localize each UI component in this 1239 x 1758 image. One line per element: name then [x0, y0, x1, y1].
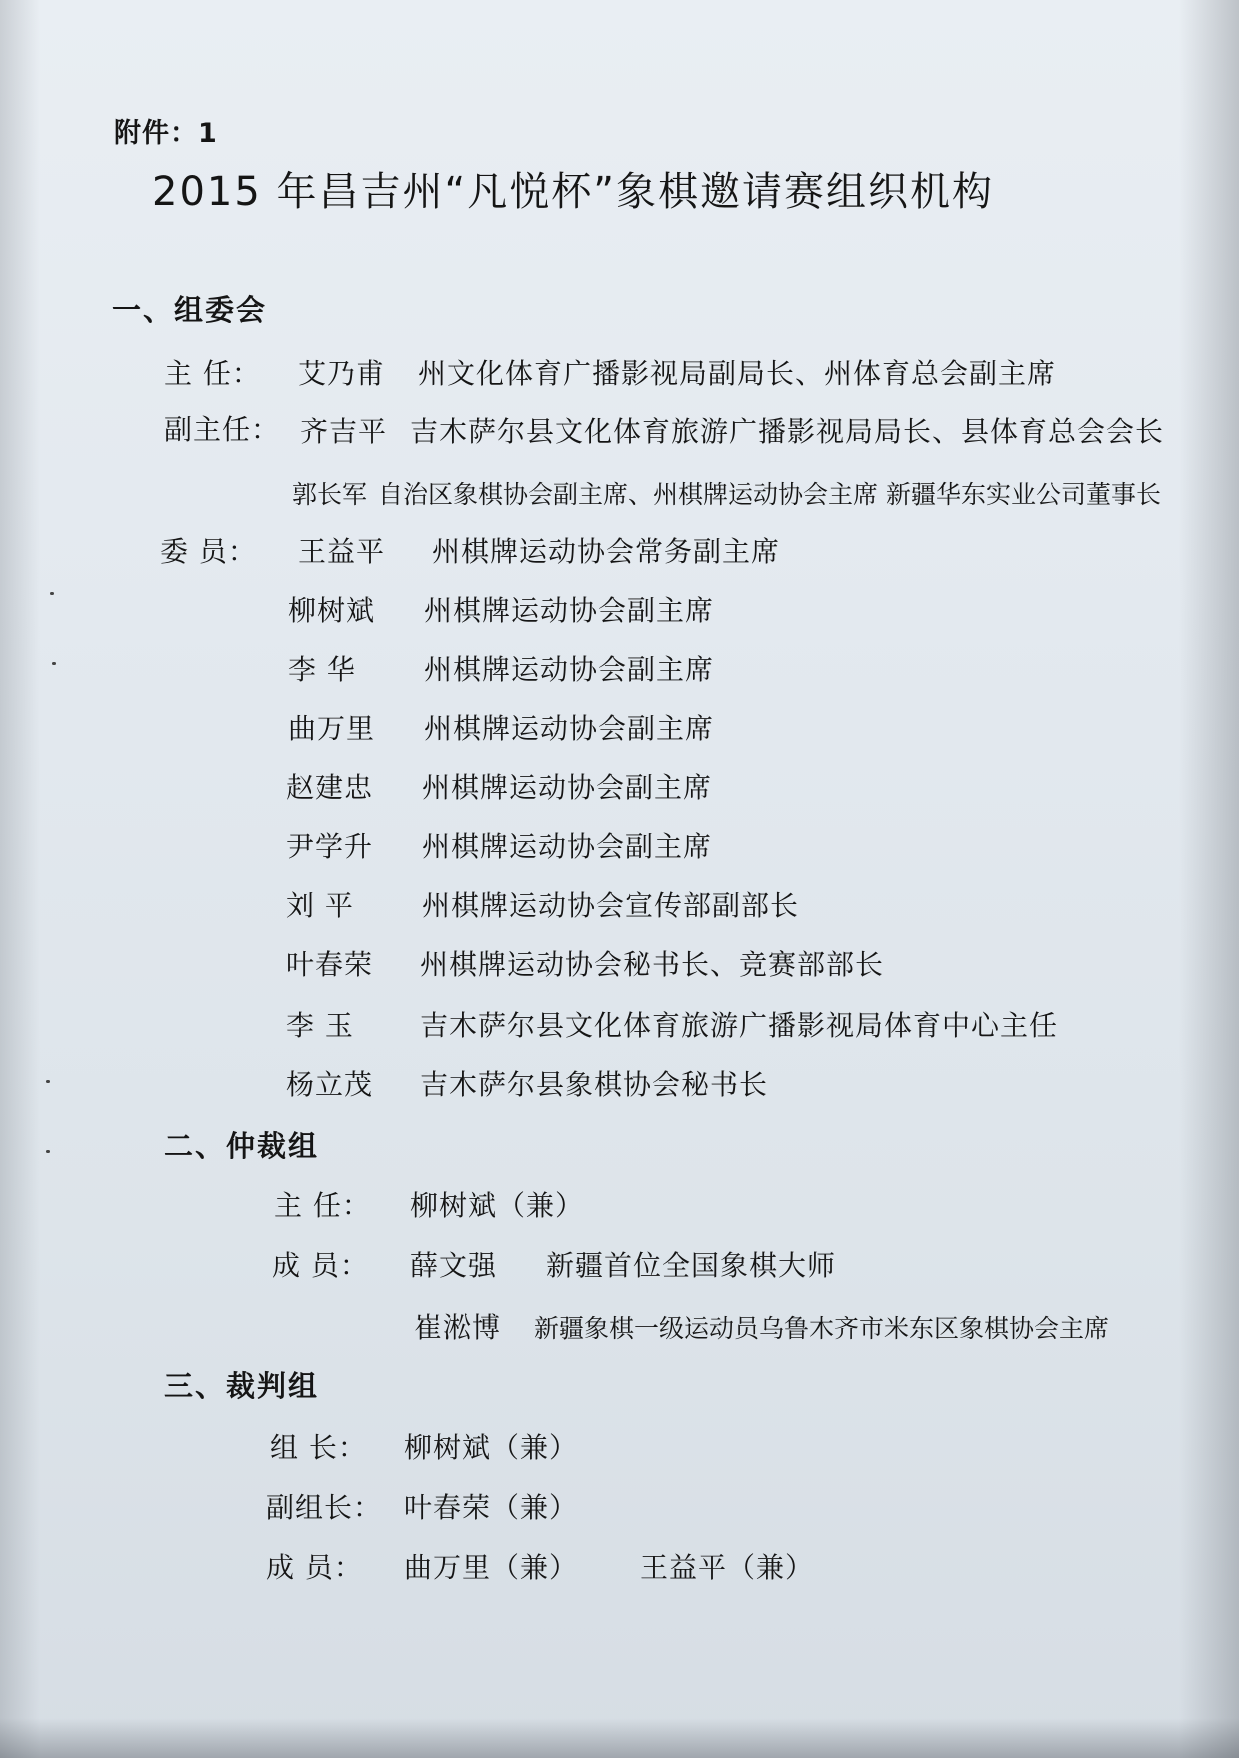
referee-deputy-role: 副组长：	[266, 1491, 383, 1524]
arbitration-member-name: 崔淞博	[414, 1311, 502, 1344]
arbitration-director-value: 柳树斌（兼）	[410, 1189, 585, 1222]
paper-speck	[52, 662, 56, 665]
member-name: 尹学升	[286, 830, 374, 863]
referee-members-role: 成 员：	[266, 1551, 363, 1584]
member-title: 州棋牌运动协会副主席	[422, 771, 713, 804]
member-name: 赵建忠	[286, 771, 374, 804]
member-title: 吉木萨尔县文化体育旅游广播影视局体育中心主任	[420, 1009, 1059, 1042]
document-title: 2015 年昌吉州“凡悦杯”象棋邀请赛组织机构	[152, 169, 994, 215]
arbitration-director-role: 主 任：	[274, 1189, 371, 1222]
section-heading-referees: 三、裁判组	[164, 1369, 320, 1403]
member-name: 杨立茂	[286, 1068, 374, 1101]
referee-member: 曲万里（兼）	[404, 1551, 579, 1584]
left-edge-shadow	[0, 0, 40, 1758]
paper-speck	[46, 1080, 50, 1083]
deputy-name: 齐吉平	[300, 415, 388, 448]
member-title: 州棋牌运动协会副主席	[422, 830, 713, 863]
referee-deputy-value: 叶春荣（兼）	[404, 1491, 579, 1524]
arbitration-member-name: 薛文强	[410, 1249, 498, 1282]
director-role: 主 任：	[164, 357, 261, 390]
member-title: 吉木萨尔县象棋协会秘书长	[420, 1068, 769, 1101]
member-title: 州棋牌运动协会宣传部副部长	[422, 889, 800, 922]
member-title: 州棋牌运动协会常务副主席	[432, 535, 781, 568]
deputy-name: 郭长军	[292, 480, 368, 509]
deputy-role: 副主任：	[164, 413, 281, 446]
member-name: 李 华	[288, 653, 356, 686]
member-name: 曲万里	[288, 712, 376, 745]
member-name: 叶春荣	[286, 948, 374, 981]
member-name: 柳树斌	[288, 594, 376, 627]
bottom-edge-shadow	[0, 1718, 1239, 1758]
deputy-title: 吉木萨尔县文化体育旅游广播影视局局长、县体育总会会长	[410, 415, 1165, 448]
arbitration-members-role: 成 员：	[272, 1249, 369, 1282]
right-edge-shadow	[1179, 0, 1239, 1758]
referee-leader-value: 柳树斌（兼）	[404, 1431, 579, 1464]
arbitration-member-title: 新疆象棋一级运动员乌鲁木齐市米东区象棋协会主席	[534, 1314, 1110, 1343]
member-name: 李 玉	[286, 1009, 354, 1042]
member-title: 州棋牌运动协会副主席	[424, 653, 715, 686]
section-heading-arbitration: 二、仲裁组	[164, 1129, 320, 1163]
section-heading-organizing-committee: 一、组委会	[112, 293, 268, 327]
paper-speck	[46, 1150, 50, 1153]
members-role: 委 员：	[160, 535, 257, 568]
arbitration-member-title: 新疆首位全国象棋大师	[546, 1249, 837, 1282]
member-name: 刘 平	[286, 889, 354, 922]
director-name: 艾乃甫	[298, 357, 386, 390]
member-name: 王益平	[298, 535, 386, 568]
attachment-label: 附件：1	[114, 118, 218, 149]
member-title: 州棋牌运动协会秘书长、竞赛部部长	[420, 948, 885, 981]
referee-leader-role: 组 长：	[270, 1431, 367, 1464]
member-title: 州棋牌运动协会副主席	[424, 594, 715, 627]
member-title: 州棋牌运动协会副主席	[424, 712, 715, 745]
paper-speck	[50, 592, 54, 595]
director-title: 州文化体育广播影视局副局长、州体育总会副主席	[418, 357, 1057, 390]
referee-member: 王益平（兼）	[640, 1551, 815, 1584]
deputy-title: 自治区象棋协会副主席、州棋牌运动协会主席 新疆华东实业公司董事长	[378, 480, 1161, 509]
